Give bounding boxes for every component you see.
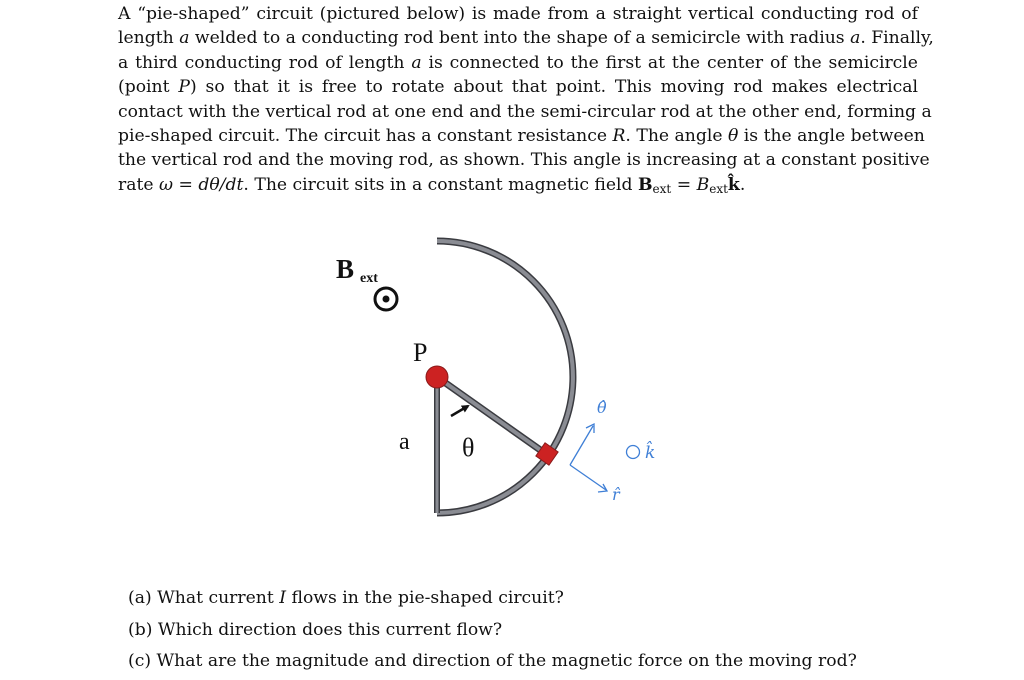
- problem-line-3: a third conducting rod of length a is connected to the first at the center of the semicircle: [118, 52, 918, 73]
- problem-line-5: contact with the vertical rod at one end and the semi-circular rod at the other end, forming a: [118, 101, 932, 122]
- angle-label: θ: [462, 433, 475, 462]
- problem-line-1: A “pie-shaped” circuit (pictured below) is made from a straight vertical conducting rod of: [118, 4, 918, 24]
- question-a: (a) What current I flows in the pie-shaped circuit?: [128, 588, 564, 608]
- theta-hat-label: θ̂: [597, 398, 607, 417]
- field-label: [336, 254, 378, 286]
- problem-line-2: length a welded to a conducting rod bent into the shape of a semicircle with radius a. Finally,: [118, 28, 934, 49]
- k-hat-label: k̂: [645, 443, 656, 463]
- problem-line-4: (point P) so that it is free to rotate about that point. This moving rod makes electrical: [118, 77, 918, 98]
- question-list: [128, 583, 857, 678]
- field-label-sub: ext: [360, 271, 378, 286]
- question-c: (c) What are the magnitude and direction of the magnetic force on the moving rod?: [128, 651, 857, 672]
- unit-vector-axes: [570, 424, 607, 492]
- question-b: (b) Which direction does this current flow?: [128, 619, 503, 640]
- k-out-of-page-icon: [627, 446, 640, 459]
- field-label-B: B: [336, 254, 355, 284]
- problem-line-6: pie-shaped circuit. The circuit has a constant resistance R. The angle θ is the angle between: [118, 126, 925, 147]
- r-hat-label: r̂: [612, 485, 620, 504]
- length-label: a: [399, 429, 410, 455]
- problem-line-7: the vertical rod and the moving rod, as shown. This angle is increasing at a constant positive: [118, 150, 930, 171]
- problem-line-8: rate ω = dθ/dt. The circuit sits in a constant magnetic field $B_{ext}$ = $B_{ext}k̂$.: [118, 174, 746, 196]
- point-label: P: [413, 338, 428, 367]
- pivot-point: [426, 366, 448, 388]
- rotation-arrow-icon: [451, 406, 468, 416]
- out-of-page-icon: [375, 288, 397, 310]
- semicircle-rod: [437, 241, 573, 513]
